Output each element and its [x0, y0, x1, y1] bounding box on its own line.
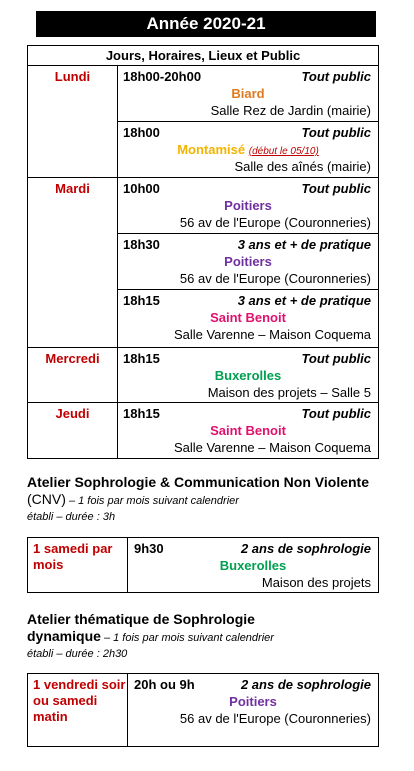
slot-audience: 3 ans et + de pratique: [237, 237, 371, 252]
atelier-frequency: – 1 fois par mois suivant calendrier: [65, 495, 239, 507]
slot: [118, 348, 378, 402]
slot-time: 18h15: [123, 406, 160, 421]
atelier-dynamique-title: [27, 611, 327, 647]
atelier-title-bold: Atelier thématique de Sophrologie dynamique: [27, 611, 255, 644]
atelier-audience: 2 ans de sophrologie: [240, 677, 371, 692]
slot-place: Salle Rez de Jardin (mairie): [210, 103, 371, 118]
slot: [118, 66, 378, 122]
day-label: Lundi: [28, 66, 118, 177]
atelier-duration: établi – durée : 3h: [27, 511, 116, 523]
atelier-title-bold: Atelier Sophrologie & Communication Non Violente: [27, 474, 369, 490]
day-row-lundi: [28, 66, 378, 178]
slot-city: Saint Benoit: [210, 423, 286, 438]
slot-start-note: (début le 05/10): [248, 146, 319, 157]
atelier-cnv-title: [27, 474, 387, 510]
slot-time: 18h00: [123, 125, 160, 140]
slot: [118, 234, 378, 290]
day-row-jeudi: [28, 403, 378, 458]
slot-audience: Tout public: [301, 125, 371, 140]
atelier-frequency: – 1 fois par mois suivant calendrier: [100, 632, 274, 644]
year-banner: Année 2020-21: [36, 11, 376, 37]
slot-place: Salle Varenne – Maison Coquema: [173, 440, 371, 455]
day-label: Mardi: [28, 178, 118, 347]
slot-city: Biard: [231, 86, 265, 101]
slot: [118, 290, 378, 347]
slot-time: 18h15: [123, 351, 160, 366]
slot-time: 18h00-20h00: [123, 69, 202, 84]
atelier-when: 1 vendredi soir ou samedi matin: [28, 674, 128, 746]
slot-city: Montamisé: [177, 142, 246, 157]
slot-audience: 3 ans et + de pratique: [237, 293, 371, 308]
slot-city: Saint Benoit: [210, 310, 286, 325]
schedule-table: [27, 45, 379, 459]
slot-place: Salle des aînés (mairie): [234, 159, 371, 174]
atelier-dynamique-box: [27, 673, 379, 747]
slot: [118, 403, 378, 458]
slot-city: Buxerolles: [214, 368, 282, 383]
slot: [118, 122, 378, 177]
slot-city: Poitiers: [224, 254, 272, 269]
slot-time: 18h15: [123, 293, 160, 308]
slot: [118, 178, 378, 234]
slot-city-line: [118, 142, 378, 157]
day-row-mardi: [28, 178, 378, 348]
atelier-audience: 2 ans de sophrologie: [240, 541, 371, 556]
atelier-city: Poitiers: [229, 694, 277, 709]
slot-audience: Tout public: [301, 351, 371, 366]
slot-time: 18h30: [123, 237, 160, 252]
day-label: Mercredi: [28, 348, 118, 402]
atelier-duration: établi – durée : 2h30: [27, 648, 128, 660]
atelier-time: 9h30: [134, 541, 164, 556]
schedule-header: Jours, Horaires, Lieux et Public: [28, 46, 378, 66]
slot-place: 56 av de l'Europe (Couronneries): [179, 215, 371, 230]
slot-audience: Tout public: [301, 406, 371, 421]
slot-city: Poitiers: [224, 198, 272, 213]
atelier-title-abbr: (CNV): [27, 491, 66, 507]
slot-audience: Tout public: [301, 181, 371, 196]
slot-place: Maison des projets – Salle 5: [207, 385, 371, 400]
atelier-place: Maison des projets: [261, 575, 371, 590]
atelier-place: 56 av de l'Europe (Couronneries): [179, 711, 371, 726]
slot-place: Salle Varenne – Maison Coquema: [173, 327, 371, 342]
atelier-city: Buxerolles: [219, 558, 287, 573]
day-row-mercredi: [28, 348, 378, 403]
day-label: Jeudi: [28, 403, 118, 458]
slot-audience: Tout public: [301, 69, 371, 84]
slot-place: 56 av de l'Europe (Couronneries): [179, 271, 371, 286]
atelier-time: 20h ou 9h: [134, 677, 195, 692]
atelier-when: 1 samedi par mois: [28, 538, 128, 592]
slot-time: 10h00: [123, 181, 160, 196]
atelier-cnv-box: [27, 537, 379, 593]
